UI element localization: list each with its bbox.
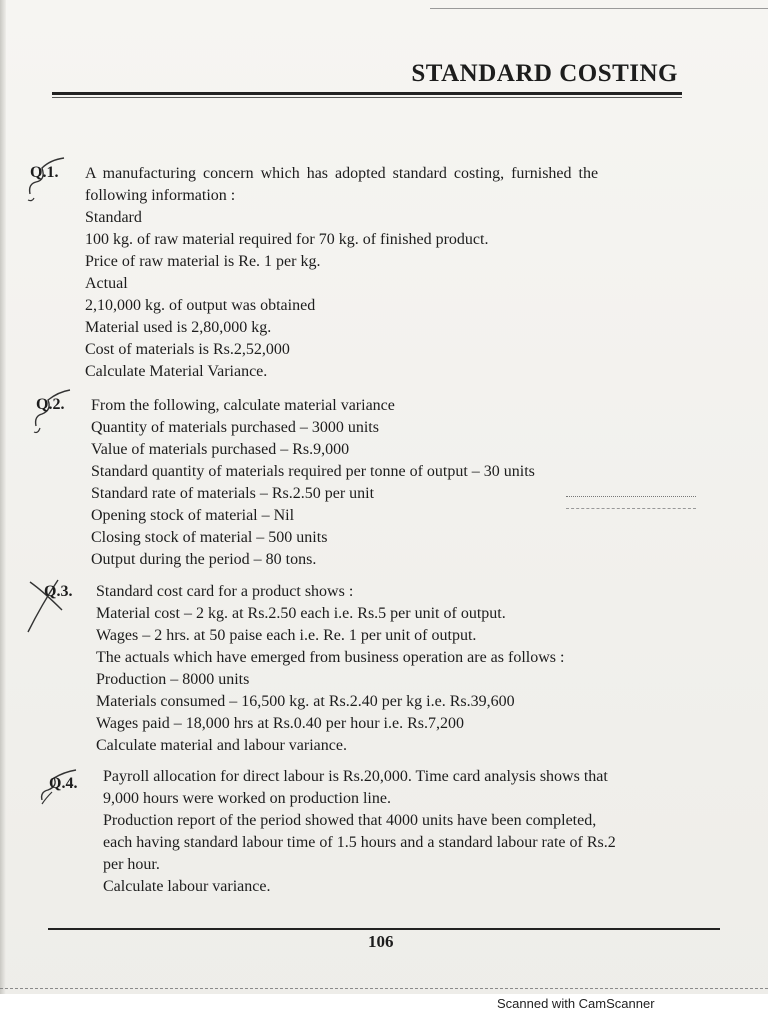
text-line: 2,10,000 kg. of output was obtained — [85, 297, 316, 314]
text-line: Calculate material and labour variance. — [96, 737, 347, 754]
question-text — [96, 581, 564, 757]
text-line: Material used is 2,80,000 kg. — [85, 319, 272, 336]
text-line: Closing stock of material – 500 units — [91, 529, 328, 546]
text-line: From the following, calculate material variance — [91, 397, 395, 414]
text-line: following information : — [85, 187, 236, 204]
text-line: Payroll allocation for direct labour is Rs.20,000. Time card analysis shows that — [103, 768, 608, 785]
page-number: 106 — [368, 932, 394, 951]
text-line: Standard quantity of materials required per tonne of output – 30 units — [91, 463, 535, 480]
text-line: Price of raw material is Re. 1 per kg. — [85, 253, 321, 270]
text-line: Calculate labour variance. — [103, 878, 271, 895]
text-line: 100 kg. of raw material required for 70 kg. of finished product. — [85, 231, 489, 248]
bottom-rule — [48, 928, 720, 930]
question-number: Q.1. — [30, 164, 59, 181]
question-text — [85, 163, 598, 383]
faint-dotted-mark — [566, 496, 696, 497]
title-rule-thin — [52, 97, 682, 98]
text-line: Standard rate of materials – Rs.2.50 per unit — [91, 485, 375, 502]
text-line: Value of materials purchased – Rs.9,000 — [91, 441, 350, 458]
scanner-watermark: Scanned with CamScanner — [497, 996, 655, 1011]
question-number: Q.4. — [49, 775, 78, 792]
page-edge-shadow — [0, 0, 6, 1024]
text-line: each having standard labour time of 1.5 hours and a standard labour rate of Rs.2 — [103, 834, 616, 851]
text-line: Quantity of materials purchased – 3000 units — [91, 419, 379, 436]
text-line: Materials consumed – 16,500 kg. at Rs.2.40 per kg i.e. Rs.39,600 — [96, 693, 515, 710]
text-line: Cost of materials is Rs.2,52,000 — [85, 341, 290, 358]
text-line: Standard — [85, 209, 142, 226]
text-line: Material cost – 2 kg. at Rs.2.50 each i.e. Rs.5 per unit of output. — [96, 605, 506, 622]
text-line: per hour. — [103, 856, 160, 873]
page-bottom-edge — [0, 988, 768, 989]
text-line: Production report of the period showed that 4000 units have been completed, — [103, 812, 597, 829]
question-text — [91, 395, 535, 571]
text-line: Calculate Material Variance. — [85, 363, 268, 380]
faint-dashed-mark — [566, 508, 696, 509]
text-line: Opening stock of material – Nil — [91, 507, 295, 524]
text-line: Wages paid – 18,000 hrs at Rs.0.40 per hour i.e. Rs.7,200 — [96, 715, 464, 732]
question-number: Q.3. — [44, 583, 73, 600]
top-edge-line — [430, 8, 768, 9]
text-line: Standard cost card for a product shows : — [96, 583, 354, 600]
text-line: Production – 8000 units — [96, 671, 250, 688]
text-line: 9,000 hours were worked on production line. — [103, 790, 391, 807]
text-line: Wages – 2 hrs. at 50 paise each i.e. Re. 1 per unit of output. — [96, 627, 477, 644]
text-line: Actual — [85, 275, 128, 292]
question-text — [103, 766, 616, 898]
text-line: Output during the period – 80 tons. — [91, 551, 317, 568]
title-rule — [52, 92, 682, 95]
text-line: A manufacturing concern which has adopted standard costing, furnished the — [85, 165, 599, 182]
text-line: The actuals which have emerged from business operation are as follows : — [96, 649, 565, 666]
page-title: STANDARD COSTING — [411, 60, 678, 87]
question-number: Q.2. — [36, 396, 65, 413]
